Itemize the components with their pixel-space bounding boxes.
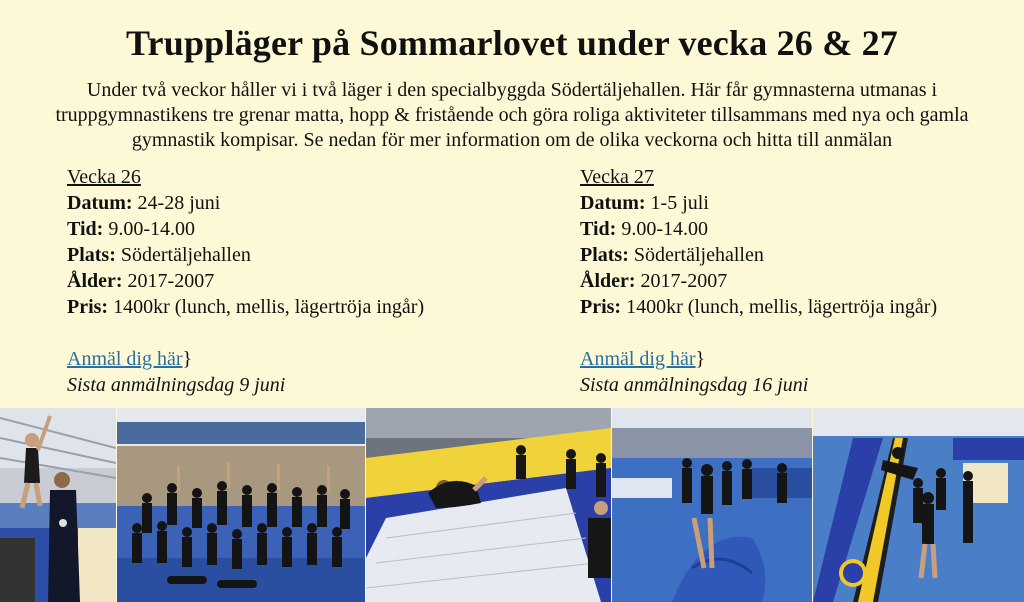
place-label: Plats: [580, 244, 629, 266]
age-row [67, 268, 424, 294]
time-label: Tid: [67, 218, 104, 240]
date-value: 24-28 juni [137, 192, 221, 214]
date-row [580, 190, 937, 216]
page-title: Truppläger på Sommarlovet under vecka 26 & 27 [126, 23, 898, 63]
signup-link[interactable]: Anmäl dig här [580, 348, 696, 370]
age-label: Ålder: [67, 270, 123, 292]
place-label: Plats: [67, 244, 116, 266]
brace-text: } [695, 348, 706, 370]
photo-strip [0, 408, 1024, 602]
week-heading: Vecka 27 [580, 166, 654, 188]
price-row [580, 294, 937, 320]
intro-paragraph: Under två veckor håller vi i två läger i den specialbyggda Södertäljehallen. Här får gymnasterna utmanas i truppgymnastikens tre grenar matta, hopp & fristående och göra roliga aktiviteter tillsammans med nya och gamla gymnastik kompisar. Se nedan för mer information om de olika veckorna och hitta till anmälan [55, 79, 969, 151]
age-value: 2017-2007 [640, 270, 728, 292]
week-heading: Vecka 26 [67, 166, 141, 188]
photo-gymnast-jump [0, 408, 116, 602]
date-label: Datum: [67, 192, 133, 214]
photo-group [117, 408, 365, 602]
date-value: 1-5 juli [650, 192, 709, 214]
time-label: Tid: [580, 218, 617, 240]
place-value: Södertäljehallen [120, 244, 251, 266]
price-row [67, 294, 424, 320]
place-row [67, 242, 424, 268]
photo-hall-group [612, 408, 812, 602]
photo-tumbling-track [813, 408, 1024, 602]
signup-link[interactable]: Anmäl dig här [67, 348, 183, 370]
time-value: 9.00-14.00 [621, 218, 708, 240]
age-row [580, 268, 937, 294]
signup-deadline: Sista anmälningsdag 16 juni [580, 374, 809, 396]
brace-text: } [182, 348, 193, 370]
signup-deadline: Sista anmälningsdag 9 juni [67, 374, 286, 396]
price-value: 1400kr (lunch, mellis, lägertröja ingår) [626, 296, 938, 318]
time-value: 9.00-14.00 [108, 218, 195, 240]
date-label: Datum: [580, 192, 646, 214]
time-row [580, 216, 937, 242]
age-value: 2017-2007 [127, 270, 215, 292]
week-26-info [67, 164, 424, 398]
signup-row [580, 346, 937, 372]
date-row [67, 190, 424, 216]
age-label: Ålder: [580, 270, 636, 292]
week-27-info [580, 164, 937, 398]
time-row [67, 216, 424, 242]
price-label: Pris: [67, 296, 109, 318]
place-row [580, 242, 937, 268]
place-value: Södertäljehallen [633, 244, 764, 266]
price-label: Pris: [580, 296, 622, 318]
price-value: 1400kr (lunch, mellis, lägertröja ingår) [113, 296, 425, 318]
photo-mat-flip [366, 408, 611, 602]
signup-row [67, 346, 424, 372]
